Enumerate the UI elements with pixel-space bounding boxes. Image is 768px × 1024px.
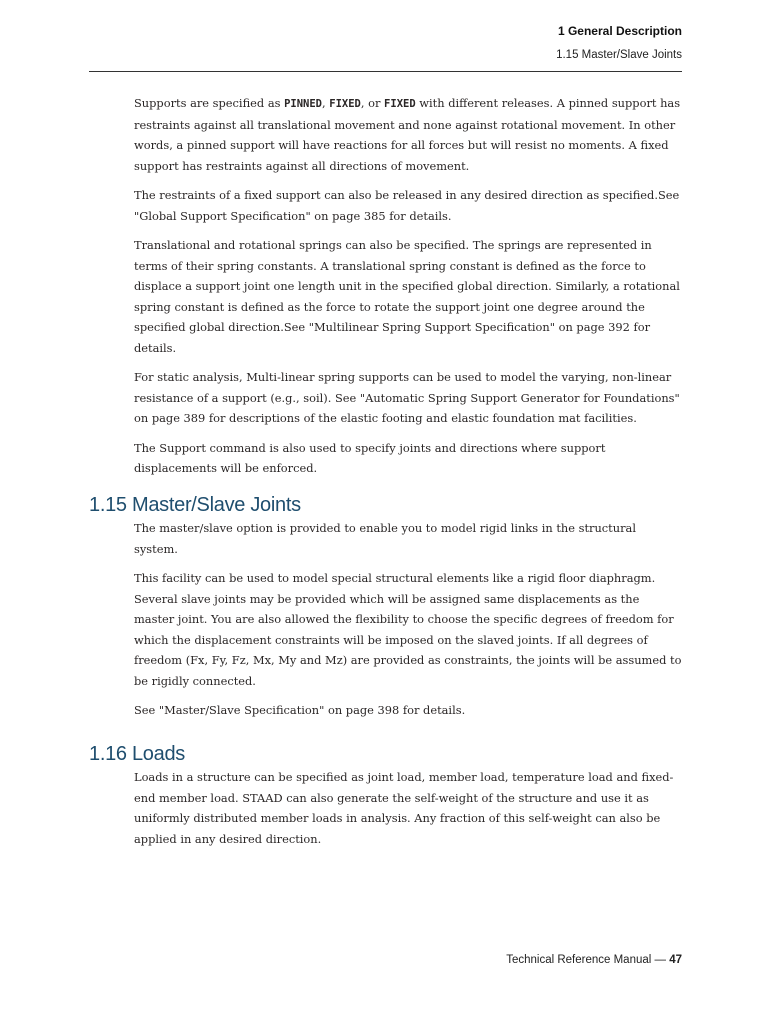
header-chapter-title: 1 General Description xyxy=(557,24,682,38)
header-divider xyxy=(89,71,682,72)
supports-section xyxy=(134,93,682,488)
supports-paragraph-2: The restraints of a fixed support can also be released in any desired direction as specified.See "Global Support Specification" on page 385 for details. xyxy=(134,188,680,223)
loads-section xyxy=(134,767,682,858)
page-number: 47 xyxy=(669,954,682,966)
supports-paragraph-4: For static analysis, Multi-linear spring supports can be used to model the varying, non-linear resistance of a support (e.g., soil). See "Automatic Spring Support Generator for Foundations" on page 389 for descriptions of the elastic footing and elastic foundation mat facilities. xyxy=(134,370,680,425)
section-heading-loads: 1.16 Loads xyxy=(89,743,185,765)
page-footer xyxy=(506,954,682,966)
keyword-pinned: PINNED xyxy=(284,98,323,110)
footer-manual-title: Technical Reference Manual — xyxy=(506,954,670,966)
loads-paragraph-1: Loads in a structure can be specified as joint load, member load, temperature load and fixed-end member load. STAAD can also generate the self-weight of the structure and use it as uniformly distributed member loads in analysis. Any fraction of this self-weight can also be applied in any desired direction. xyxy=(134,770,674,846)
header-section-title: 1.15 Master/Slave Joints xyxy=(556,49,682,61)
section-heading-master-slave: 1.15 Master/Slave Joints xyxy=(89,494,301,516)
master-slave-paragraph-1: The master/slave option is provided to enable you to model rigid links in the structural system. xyxy=(134,521,636,556)
keyword-fixed: FIXED xyxy=(329,98,361,110)
master-slave-paragraph-2: This facility can be used to model special structural elements like a rigid floor diaphragm. Several slave joints may be provided which will be assigned same displacements as the master joint. You are also allowed the flexibility to choose the specific degrees of freedom for which the displacement constraints will be imposed on the slaved joints. If all degrees of freedom (Fx, Fy, Fz, Mx, My and Mz) are provided as constraints, the joints will be assumed to be rigidly connected. xyxy=(134,571,682,688)
master-slave-paragraph-3: See "Master/Slave Specification" on page 398 for details. xyxy=(134,703,466,717)
supports-paragraph-3: Translational and rotational springs can also be specified. The springs are represented in terms of their spring constants. A translational spring constant is defined as the force to displace a support joint one length unit in the specified global direction. Similarly, a rotational spring constant is defined as the force to rotate the support joint one degree around the specified global direction.See "Multilinear Spring Support Specification" on page 392 for details. xyxy=(134,238,680,355)
supports-paragraph-1: Supports are specified as PINNED, FIXED, or FIXED with different releases. A pinned support has restraints against all translational movement and none against rotational movement. In other words, a pinned support will have reactions for all forces but will resist no moments. A fixed support has restraints against all directions of movement. xyxy=(134,96,681,173)
supports-paragraph-5: The Support command is also used to specify joints and directions where support displacements will be enforced. xyxy=(134,440,606,475)
keyword-fixed: FIXED xyxy=(384,98,416,110)
master-slave-section xyxy=(134,518,682,730)
